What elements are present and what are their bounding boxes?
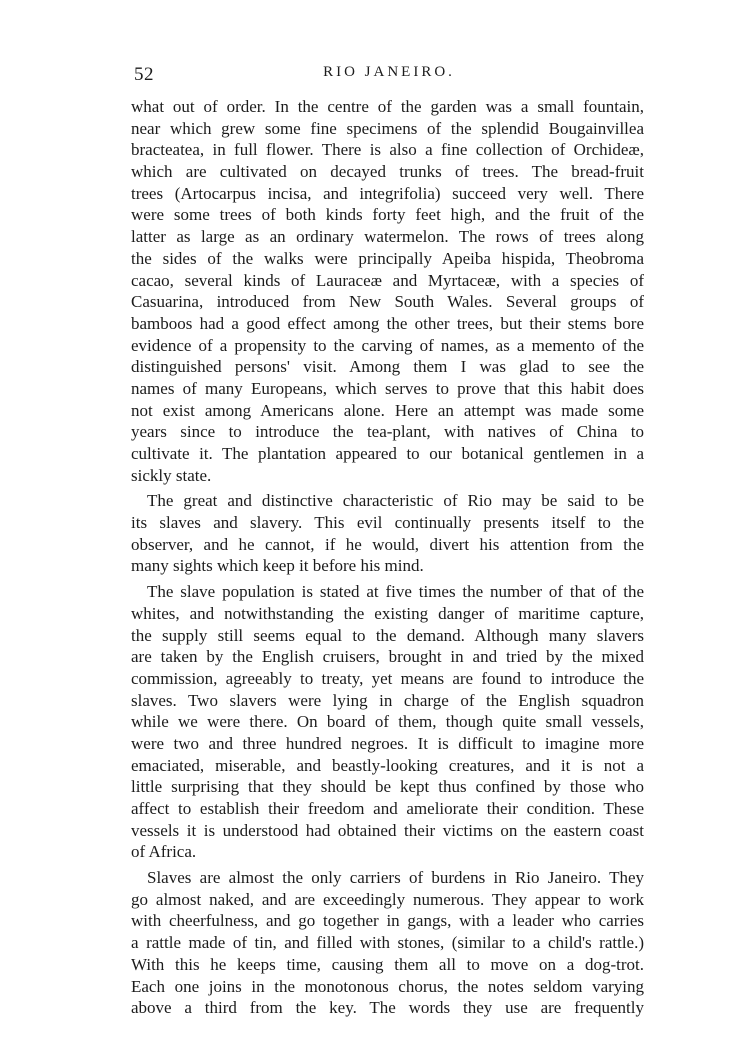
text-line: observer, and he cannot, if he would, divert his attention from the xyxy=(131,534,644,554)
page-number: 52 xyxy=(134,64,154,85)
paragraph xyxy=(131,867,644,1019)
text-line: names of many Europeans, which serves to prove that this habit does xyxy=(131,378,644,398)
paragraph xyxy=(131,490,644,577)
text-line: a rattle made of tin, and filled with stones, (similar to a child's rattle.) xyxy=(131,933,644,953)
text-line: many sights which keep it before his mind. xyxy=(131,556,424,576)
text-line: The slave population is stated at five times the number of that of the xyxy=(147,582,644,602)
text-line: what out of order. In the centre of the garden was a small fountain, xyxy=(131,97,644,116)
text-line: are taken by the English cruisers, brought in and tried by the mixed xyxy=(131,647,644,667)
text-line: not exist among Americans alone. Here an attempt was made some xyxy=(131,400,644,420)
text-line: above a third from the key. The words they use are frequently xyxy=(131,998,644,1018)
text-line: near which grew some fine specimens of the splendid Bougainvillea xyxy=(131,118,644,138)
text-line: Casuarina, introduced from New South Wales. Several groups of xyxy=(131,292,644,312)
body-text xyxy=(131,96,644,1019)
text-line: the supply still seems equal to the demand. Although many slavers xyxy=(131,625,644,645)
text-line: little surprising that they should be kept thus confined by those who xyxy=(131,777,644,797)
text-line: Slaves are almost the only carriers of burdens in Rio Janeiro. They xyxy=(147,868,644,888)
text-line: sickly state. xyxy=(131,465,212,485)
text-line: evidence of a propensity to the carving of names, as a memento of the xyxy=(131,335,644,355)
text-line: trees (Artocarpus incisa, and integrifolia) succeed very well. There xyxy=(131,183,644,203)
paragraph xyxy=(131,96,644,486)
text-line: affect to establish their freedom and ameliorate their condition. These xyxy=(131,799,644,818)
text-line: of Africa. xyxy=(131,842,197,862)
text-line: which are cultivated on decayed trunks of trees. The bread-fruit xyxy=(131,162,644,182)
text-line: whites, and notwithstanding the existing danger of maritime capture, xyxy=(131,603,644,623)
text-line: cacao, several kinds of Lauraceæ and Myrtaceæ, with a species of xyxy=(131,270,644,290)
text-line: years since to introduce the tea-plant, with natives of China to xyxy=(131,422,644,442)
text-line: emaciated, miserable, and beastly-looking creatures, and it is not a xyxy=(131,755,644,775)
text-line: vessels it is understood had obtained their victims on the eastern coast xyxy=(131,820,644,840)
running-head xyxy=(134,64,644,88)
text-line: its slaves and slavery. This evil continually presents itself to the xyxy=(131,513,644,533)
text-line: With this he keeps time, causing them all to move on a dog-trot. xyxy=(131,954,644,974)
text-line: while we were there. On board of them, though quite small vessels, xyxy=(131,712,644,732)
text-line: cultivate it. The plantation appeared to our botanical gentlemen in a xyxy=(131,444,644,463)
text-line: were two and three hundred negroes. It is difficult to imagine more xyxy=(131,733,644,753)
text-line: Each one joins in the monotonous chorus, the notes seldom varying xyxy=(131,976,644,996)
text-line: the sides of the walks were principally Apeiba hispida, Theobroma xyxy=(131,248,644,268)
text-line: commission, agreeably to treaty, yet means are found to introduce the xyxy=(131,668,644,688)
text-line: distinguished persons' visit. Among them I was glad to see the xyxy=(131,357,644,377)
text-line: latter as large as an ordinary watermelon. The rows of trees along xyxy=(131,227,644,247)
paragraph xyxy=(131,581,644,863)
text-line: The great and distinctive characteristic of Rio may be said to be xyxy=(147,491,644,511)
running-title: RIO JANEIRO. xyxy=(323,64,455,80)
text-line: go almost naked, and are exceedingly numerous. They appear to work xyxy=(131,889,644,909)
text-line: bamboos had a good effect among the other trees, but their stems bore xyxy=(131,313,644,333)
text-line: bracteatea, in full flower. There is also a fine collection of Orchideæ, xyxy=(131,140,644,160)
text-line: with cheerfulness, and go together in gangs, with a leader who carries xyxy=(131,911,644,931)
text-line: slaves. Two slavers were lying in charge of the English squadron xyxy=(131,690,644,710)
text-line: were some trees of both kinds forty feet high, and the fruit of the xyxy=(131,205,644,225)
